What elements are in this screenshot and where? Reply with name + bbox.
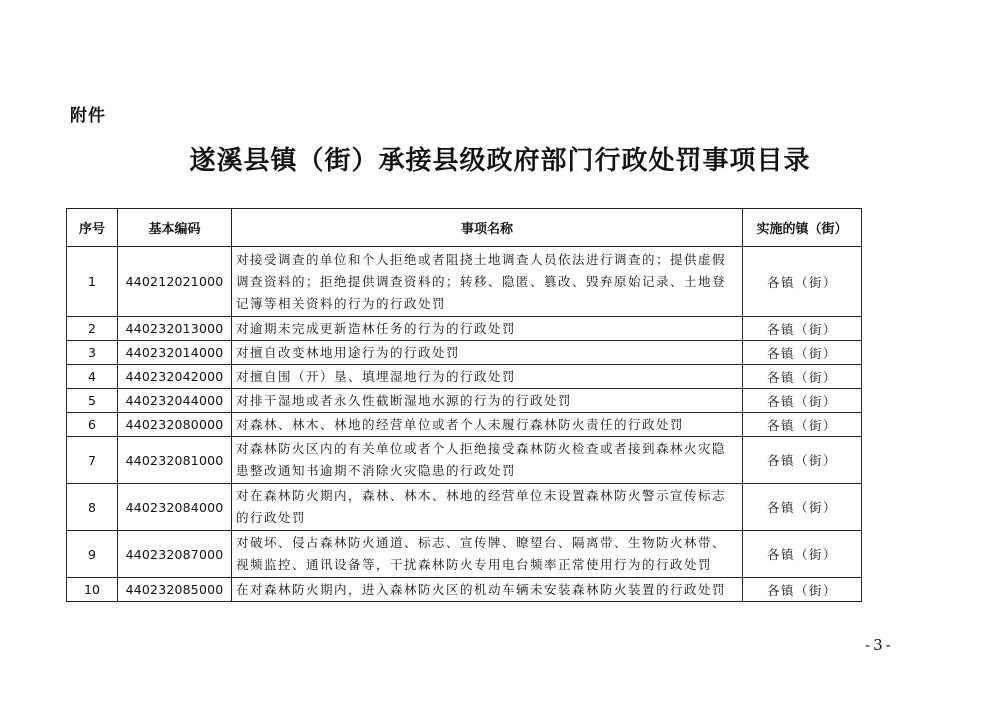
penalty-catalog-table [66,208,862,602]
row-number: 4 [67,365,118,389]
document-title: 遂溪县镇（街）承接县级政府部门行政处罚事项目录 [189,146,811,176]
row-item-name: 对擅自围（开）垦、填埋湿地行为的行政处罚 [232,365,743,389]
row-code: 440232085000 [118,578,232,602]
column-header-name: 事项名称 [232,209,743,247]
column-header-no: 序号 [67,209,118,247]
row-town: 各镇（街） [743,247,862,317]
row-number: 7 [67,437,118,484]
row-number: 1 [67,247,118,317]
column-header-town: 实施的镇（街） [743,209,862,247]
row-code: 440232042000 [118,365,232,389]
row-town: 各镇（街） [743,341,862,365]
table-row [67,247,862,317]
table-row [67,341,862,365]
row-town: 各镇（街） [743,531,862,578]
row-item-name: 对在森林防火期内，森林、林木、林地的经营单位未设置森林防火警示宣传标志的行政处罚 [232,484,743,531]
row-town: 各镇（街） [743,437,862,484]
table-row [67,484,862,531]
row-town: 各镇（街） [743,578,862,602]
table-row [67,365,862,389]
row-number: 5 [67,389,118,413]
row-code: 440232080000 [118,413,232,437]
row-code: 440232081000 [118,437,232,484]
row-code: 440232087000 [118,531,232,578]
row-number: 8 [67,484,118,531]
row-item-name: 对逾期未完成更新造林任务的行为的行政处罚 [232,317,743,341]
page-number: -3- [865,636,894,654]
table-header-row [67,209,862,247]
row-code: 440232013000 [118,317,232,341]
table-row [67,578,862,602]
row-number: 2 [67,317,118,341]
row-town: 各镇（街） [743,389,862,413]
row-number: 6 [67,413,118,437]
table-row [67,413,862,437]
table-row [67,437,862,484]
row-item-name: 对森林、林木、林地的经营单位或者个人未履行森林防火责任的行政处罚 [232,413,743,437]
row-town: 各镇（街） [743,484,862,531]
row-number: 10 [67,578,118,602]
row-code: 440232084000 [118,484,232,531]
row-item-name: 对森林防火区内的有关单位或者个人拒绝接受森林防火检查或者接到森林火灾隐患整改通知书逾期不消除火灾隐患的行政处罚 [232,437,743,484]
row-item-name: 对排干湿地或者永久性截断湿地水源的行为的行政处罚 [232,389,743,413]
column-header-code: 基本编码 [118,209,232,247]
table-row [67,531,862,578]
row-item-name: 对破坏、侵占森林防火通道、标志、宣传牌、瞭望台、隔离带、生物防火林带、视频监控、通讯设备等，干扰森林防火专用电台频率正常使用行为的行政处罚 [232,531,743,578]
table-row [67,389,862,413]
row-item-name: 在对森林防火期内，进入森林防火区的机动车辆未安装森林防火装置的行政处罚 [232,578,743,602]
row-code: 440212021000 [118,247,232,317]
row-town: 各镇（街） [743,365,862,389]
row-number: 9 [67,531,118,578]
row-town: 各镇（街） [743,317,862,341]
table-row [67,317,862,341]
attachment-label: 附件 [70,106,106,126]
row-item-name: 对接受调查的单位和个人拒绝或者阻挠土地调查人员依法进行调查的；提供虚假调查资料的；拒绝提供调查资料的；转移、隐匿、篡改、毁弃原始记录、土地登记簿等相关资料的行为的行政处罚 [232,247,743,317]
row-code: 440232044000 [118,389,232,413]
row-item-name: 对擅自改变林地用途行为的行政处罚 [232,341,743,365]
row-town: 各镇（街） [743,413,862,437]
row-number: 3 [67,341,118,365]
row-code: 440232014000 [118,341,232,365]
